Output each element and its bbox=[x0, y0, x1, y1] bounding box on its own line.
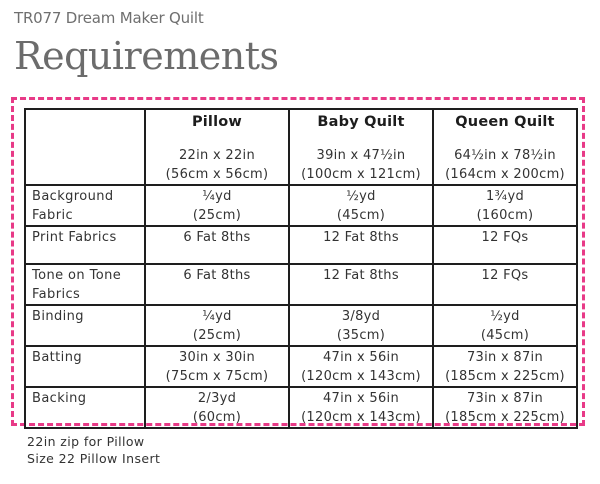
table-cell: 3/8yd (35cm) bbox=[289, 305, 433, 346]
table-row bbox=[25, 226, 577, 264]
table-row bbox=[25, 185, 577, 226]
table-cell: 6 Fat 8ths bbox=[145, 264, 289, 305]
table-cell: ¼yd (25cm) bbox=[145, 185, 289, 226]
table-row bbox=[25, 264, 577, 305]
table-row bbox=[25, 305, 577, 346]
row-label: Background Fabric bbox=[25, 185, 145, 226]
doc-code: TR077 Dream Maker Quilt bbox=[14, 9, 204, 27]
table-row bbox=[25, 387, 577, 428]
column-size: 64½in x 78½in bbox=[454, 148, 556, 163]
note-zip: 22in zip for Pillow bbox=[27, 434, 145, 449]
table-cell: 12 Fat 8ths bbox=[289, 264, 433, 305]
header-pillow bbox=[145, 109, 289, 185]
column-size: 39in x 47½in bbox=[316, 148, 406, 163]
header-queen-quilt bbox=[433, 109, 577, 185]
table-cell: 73in x 87in (185cm x 225cm) bbox=[433, 387, 577, 428]
table-row bbox=[25, 346, 577, 387]
table-cell: 1¾yd (160cm) bbox=[433, 185, 577, 226]
table-cell: ¼yd (25cm) bbox=[145, 305, 289, 346]
header-baby-quilt bbox=[289, 109, 433, 185]
row-label: Binding bbox=[25, 305, 145, 346]
table-cell: 30in x 30in (75cm x 75cm) bbox=[145, 346, 289, 387]
column-size-metric: (100cm x 121cm) bbox=[301, 167, 421, 182]
column-name: Queen Quilt bbox=[455, 114, 555, 130]
row-label: Print Fabrics bbox=[25, 226, 145, 264]
page-title: Requirements bbox=[14, 34, 279, 78]
table-cell: 6 Fat 8ths bbox=[145, 226, 289, 264]
table-cell: 12 Fat 8ths bbox=[289, 226, 433, 264]
row-label: Tone on Tone Fabrics bbox=[25, 264, 145, 305]
table-cell: 47in x 56in (120cm x 143cm) bbox=[289, 387, 433, 428]
column-name: Baby Quilt bbox=[317, 114, 405, 130]
row-label: Backing bbox=[25, 387, 145, 428]
table-cell: 2/3yd (60cm) bbox=[145, 387, 289, 428]
table-cell: 12 FQs bbox=[433, 264, 577, 305]
note-insert: Size 22 Pillow Insert bbox=[27, 451, 161, 466]
table-header-row bbox=[25, 109, 577, 185]
table-cell: ½yd (45cm) bbox=[289, 185, 433, 226]
column-size: 22in x 22in bbox=[178, 148, 256, 163]
table-cell: 12 FQs bbox=[433, 226, 577, 264]
requirements-table bbox=[24, 108, 578, 429]
column-size-metric: (56cm x 56cm) bbox=[165, 167, 269, 182]
table-cell: ½yd (45cm) bbox=[433, 305, 577, 346]
column-name: Pillow bbox=[191, 114, 243, 130]
notes bbox=[27, 433, 160, 467]
table-cell: 47in x 56in (120cm x 143cm) bbox=[289, 346, 433, 387]
column-size-metric: (164cm x 200cm) bbox=[445, 167, 565, 182]
header-empty-cell bbox=[25, 109, 145, 185]
table-cell: 73in x 87in (185cm x 225cm) bbox=[433, 346, 577, 387]
row-label: Batting bbox=[25, 346, 145, 387]
